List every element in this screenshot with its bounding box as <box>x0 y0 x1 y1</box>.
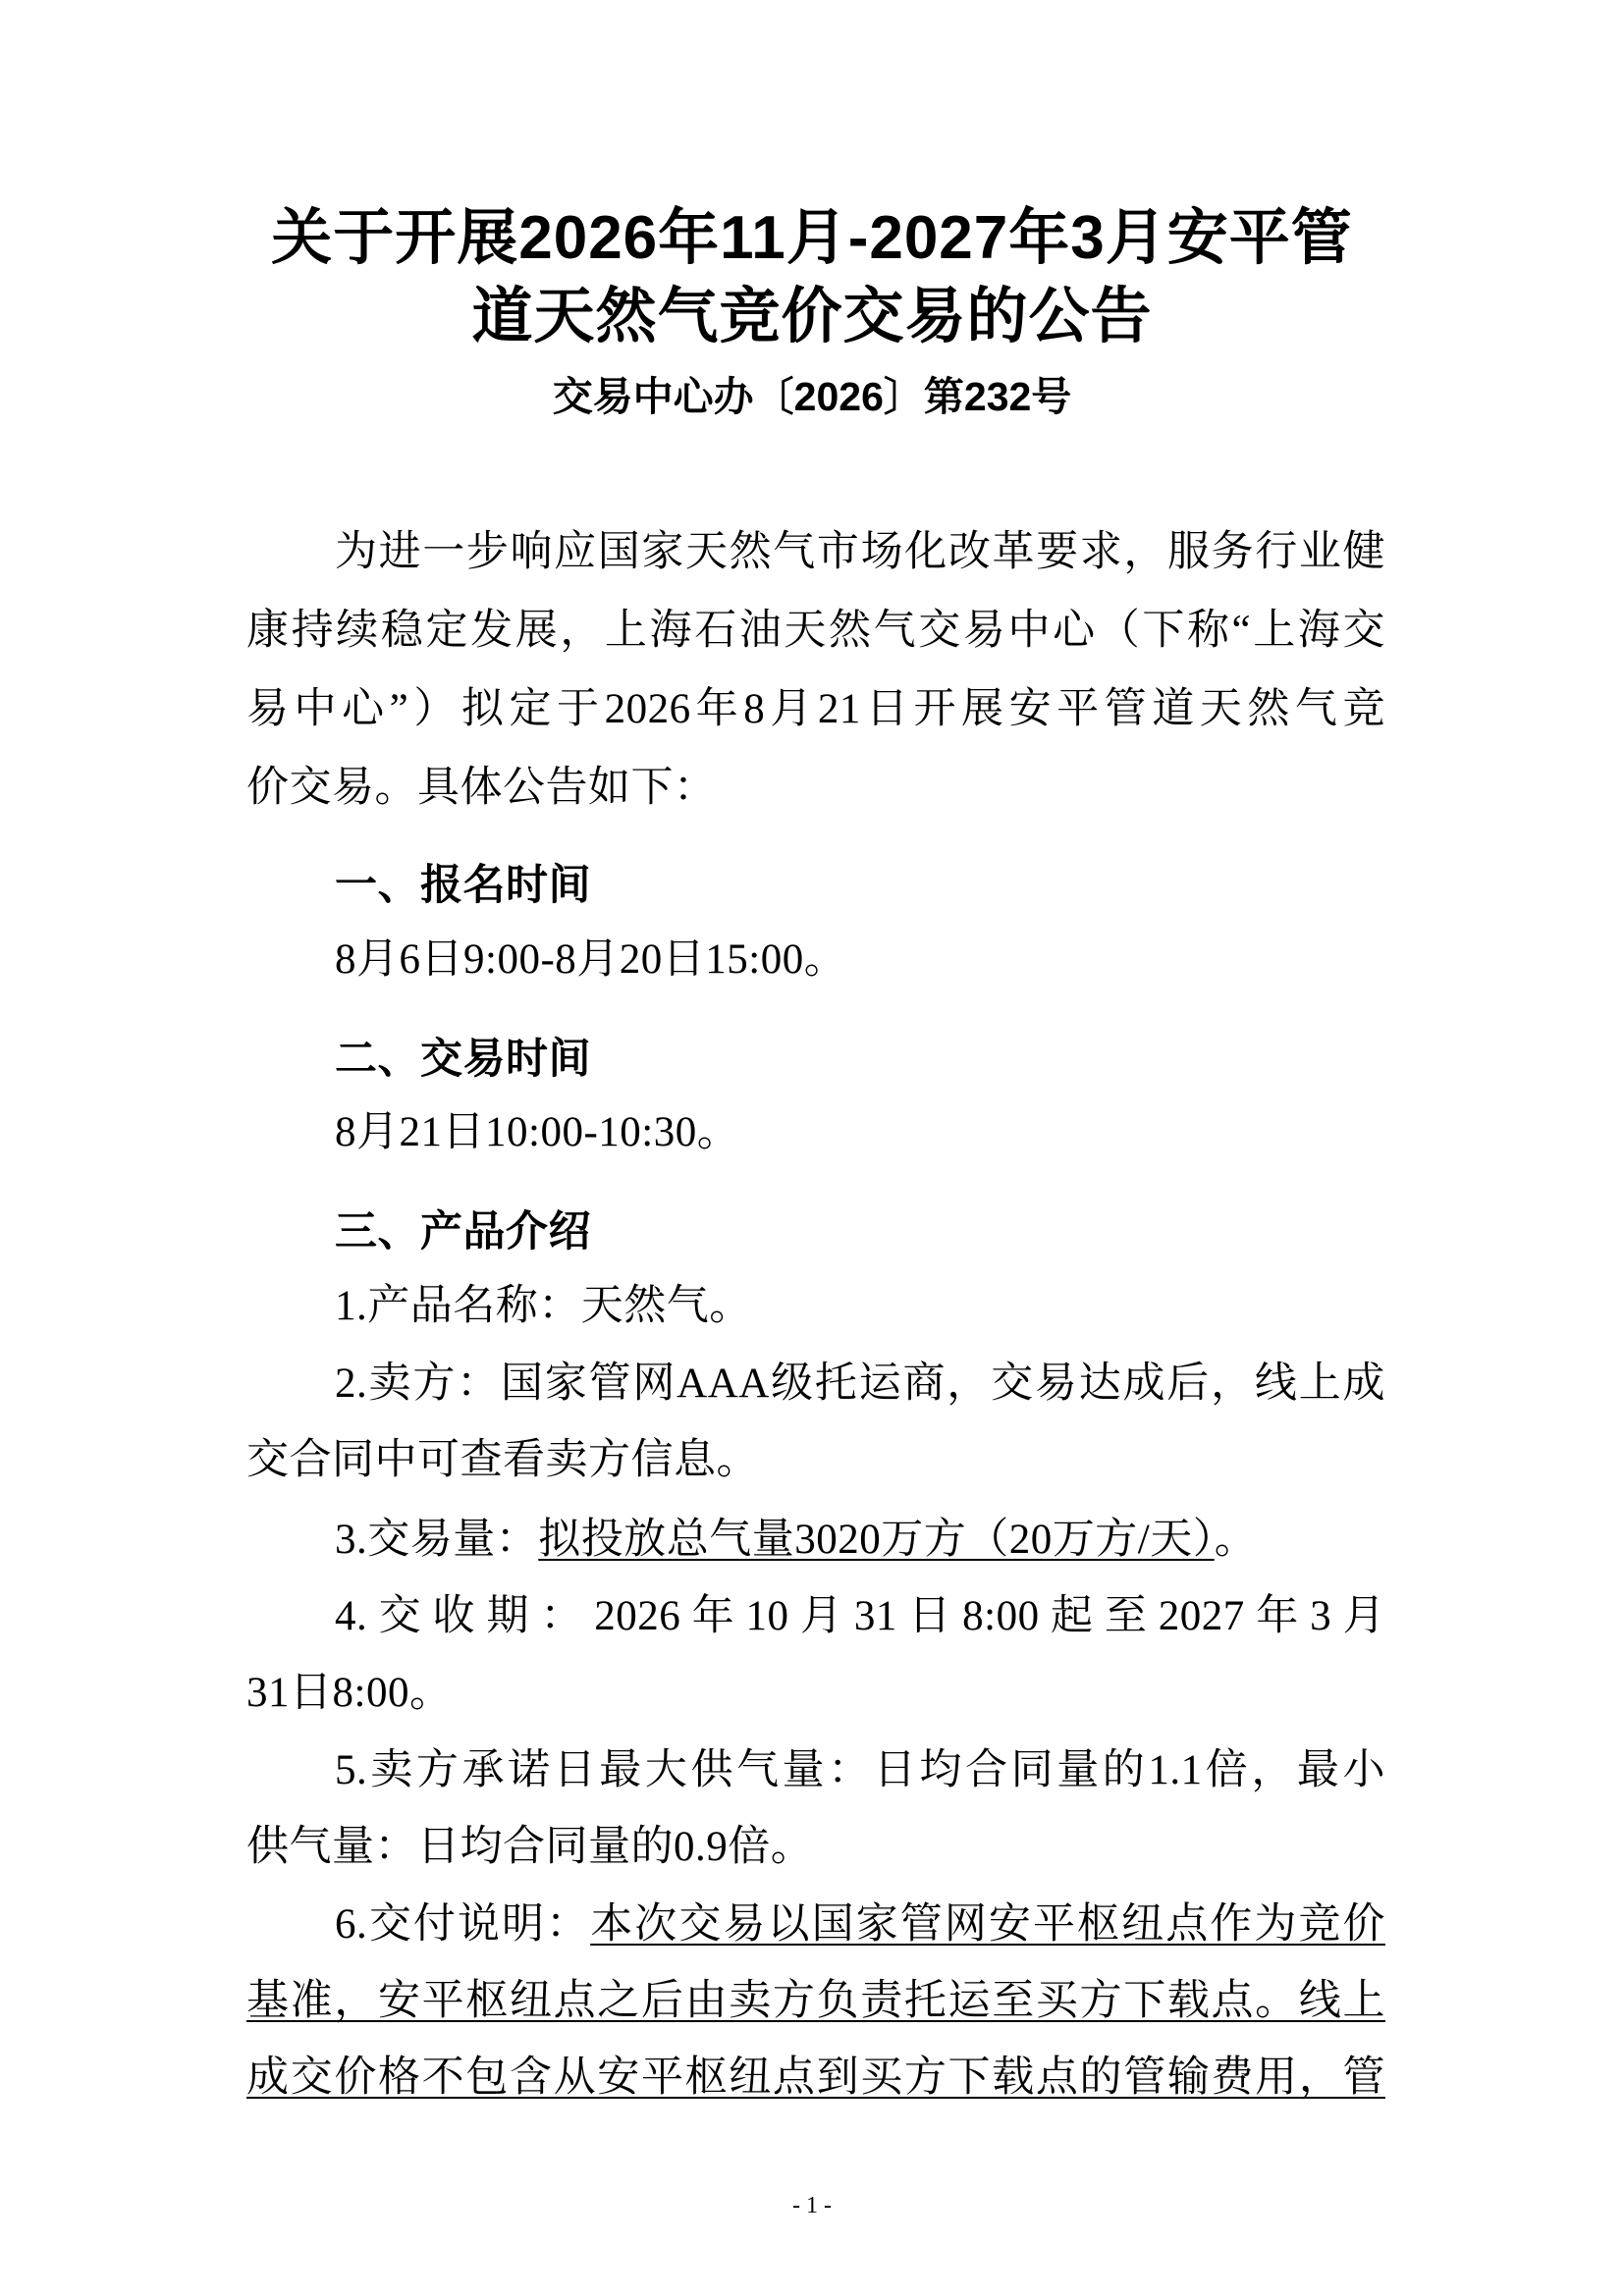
product-item-3-label: 3.交易量： <box>335 1517 539 1563</box>
product-item-5-line-2: 供气量：日均合同量的0.9倍。 <box>246 1824 814 1870</box>
trade-volume-text: 拟投放总气量3020万方（20万方/天） <box>538 1517 1215 1563</box>
title-line-1: 关于开展2026年11月-2027年3月安平管 <box>271 204 1353 272</box>
trading-time: 8月21日10:00-10:30。 <box>335 1109 740 1155</box>
product-item-3-end: 。 <box>1214 1517 1258 1563</box>
delivery-note-part-1: 本次交易以国家管网安平枢纽点作为竞价 <box>590 1901 1386 1948</box>
intro-line-1: 为进一步响应国家天然气市场化改革要求，服务行业健 <box>335 529 1385 575</box>
document-number: 交易中心办〔2026〕第232号 <box>552 374 1072 419</box>
product-item-2-line-1: 2.卖方：国家管网AAA级托运商，交易达成后，线上成 <box>335 1361 1385 1407</box>
delivery-note-part-3: 成交价格不包含从安平枢纽点到买方下载点的管输费用，管 <box>246 2055 1385 2101</box>
product-item-4-line-2: 31日8:00。 <box>246 1670 453 1716</box>
intro-line-3: 易中心”）拟定于2026年8月21日开展安平管道天然气竞 <box>246 686 1385 732</box>
section-heading-trading: 二、交易时间 <box>335 1036 591 1083</box>
section-heading-registration: 一、报名时间 <box>335 862 591 909</box>
product-item-6-label: 6.交付说明： <box>335 1901 591 1948</box>
product-item-6-line-3 <box>246 2049 1385 2108</box>
intro-line-2: 康持续稳定发展，上海石油天然气交易中心（下称“上海交 <box>246 608 1385 654</box>
page-number: - 1 - <box>792 2193 832 2218</box>
product-item-6-line-2 <box>246 1972 1385 2031</box>
intro-line-4: 价交易。具体公告如下： <box>246 765 717 811</box>
section-heading-product: 三、产品介绍 <box>335 1208 591 1255</box>
registration-time: 8月6日9:00-8月20日15:00。 <box>335 936 847 983</box>
product-item-1: 1.产品名称：天然气。 <box>335 1283 752 1329</box>
product-item-4-line-1: 4.交收期：2026年10月31日8:00起至2027年3月 <box>335 1593 1385 1639</box>
product-item-2-line-2: 交合同中可查看卖方信息。 <box>246 1437 759 1483</box>
product-item-3 <box>335 1511 1474 1570</box>
delivery-note-part-2: 基准，安平枢纽点之后由卖方负责托运至买方下载点。线上 <box>246 1978 1385 2024</box>
product-item-6-line-1 <box>335 1896 1385 1954</box>
title-line-2: 道天然气竞价交易的公告 <box>471 283 1153 350</box>
product-item-5-line-1: 5.卖方承诺日最大供气量：日均合同量的1.1倍，最小 <box>335 1747 1385 1793</box>
